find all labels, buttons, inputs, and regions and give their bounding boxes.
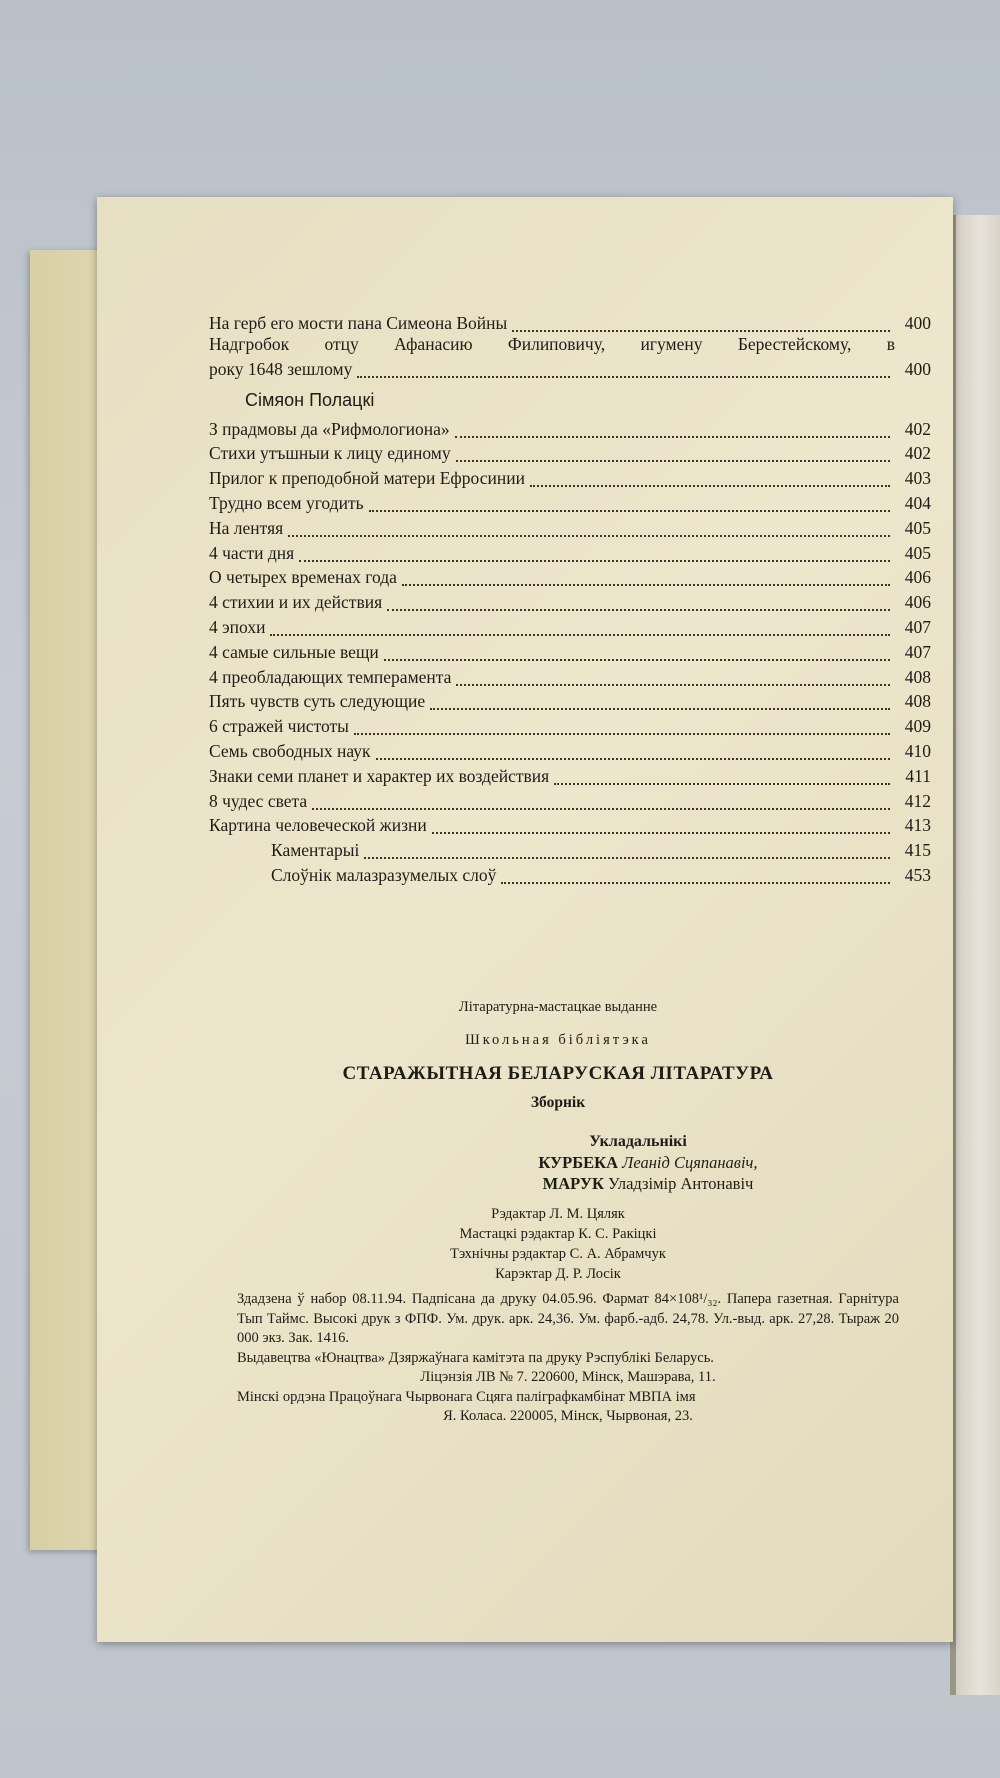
toc-row xyxy=(209,589,931,614)
toc-title: 4 преобладающих темперамента xyxy=(209,666,452,687)
toc-leader xyxy=(270,617,890,637)
toc-leader xyxy=(384,641,890,661)
toc-page: 402 xyxy=(904,418,931,439)
publication-kind: Літаратурна-мастацкае выданне xyxy=(458,999,658,1015)
colophon xyxy=(197,997,919,1427)
toc-title: 4 части дня xyxy=(209,542,295,563)
toc-title-line2: року 1648 зешлому xyxy=(209,358,353,379)
toc-row-multiline xyxy=(209,334,931,380)
toc-page: 409 xyxy=(904,716,931,737)
toc-row xyxy=(209,440,931,465)
toc-row xyxy=(209,309,931,334)
book-page xyxy=(97,197,953,1642)
toc-page: 408 xyxy=(904,691,931,712)
toc-page: 405 xyxy=(904,542,931,563)
toc-leader xyxy=(402,567,890,587)
compiler-1-name: Леанід Сцяпанавіч, xyxy=(622,1153,758,1172)
toc-page: 403 xyxy=(904,468,931,489)
license-line: Ліцэнзія ЛВ № 7. 220600, Мінск, Машэрава, 11. xyxy=(420,1369,716,1385)
tech-editor: Тэхнічны рэдактар С. А. Абрамчук xyxy=(450,1246,666,1262)
toc-title: Картина человеческой жизни xyxy=(209,815,427,836)
compiler-2-surname: МАРУК xyxy=(542,1174,604,1193)
toc-page: 412 xyxy=(904,790,931,811)
toc-leader xyxy=(456,666,890,686)
compiler-2-name: Уладзімір Антонавіч xyxy=(608,1174,754,1193)
toc-page: 453 xyxy=(904,865,931,886)
toc-row xyxy=(209,564,931,589)
book-subtitle: Зборнік xyxy=(530,1094,586,1111)
toc-title: Стихи утъшныи к лицу единому xyxy=(209,443,451,464)
compilers-label: Укладальнікі xyxy=(589,1133,687,1150)
toc-row xyxy=(209,614,931,639)
toc-leader xyxy=(430,691,890,711)
toc-title: З прадмовы да «Рифмологиона» xyxy=(209,418,450,439)
toc-row xyxy=(209,688,931,713)
toc-row xyxy=(209,539,931,564)
series-name: Школьная бібліятэка xyxy=(465,1032,651,1048)
toc-entries xyxy=(209,415,931,886)
toc-page: 410 xyxy=(904,741,931,762)
toc-leader xyxy=(512,312,890,332)
toc-page: 400 xyxy=(904,358,931,379)
toc-title: Каментарыі xyxy=(271,840,360,861)
toc-row xyxy=(209,514,931,539)
editor: Рэдактар Л. М. Цяляк xyxy=(491,1206,625,1222)
proofreader: Карэктар Д. Р. Лосік xyxy=(495,1266,621,1282)
toc-row xyxy=(209,862,931,887)
table-of-contents xyxy=(209,309,931,886)
toc-title: 4 самые сильные вещи xyxy=(209,641,379,662)
toc-page: 405 xyxy=(904,517,931,538)
toc-page: 404 xyxy=(904,493,931,514)
toc-leader xyxy=(376,741,890,761)
toc-leader xyxy=(369,493,890,513)
toc-leader xyxy=(357,358,890,378)
compiler-2 xyxy=(377,1173,919,1194)
toc-leader xyxy=(554,765,890,785)
printer-address: Я. Коласа. 220005, Мінск, Чырвоная, 23. xyxy=(443,1408,693,1424)
toc-title: Знаки семи планет и характер их воздействия xyxy=(209,765,550,786)
toc-page: 408 xyxy=(904,666,931,687)
toc-page: 415 xyxy=(904,840,931,861)
book-cover-edge xyxy=(950,215,1000,1695)
toc-title: Пять чувств суть следующие xyxy=(209,691,426,712)
toc-page: 406 xyxy=(904,592,931,613)
toc-row xyxy=(209,490,931,515)
toc-title: 4 стихии и их действия xyxy=(209,592,383,613)
toc-title: На лентяя xyxy=(209,517,284,538)
toc-title: 8 чудес света xyxy=(209,790,308,811)
toc-page: 413 xyxy=(904,815,931,836)
toc-leader xyxy=(456,443,890,463)
toc-title: 6 стражей чистоты xyxy=(209,716,349,737)
print-info: Здадзена ў набор 08.11.94. Падпісана да друку 04.05.96. Фармат 84×108¹/₃₂. Папера газетная. Гарнітура Тып Таймс. Высокі друк з ФПФ. Ум. друк. арк. 24,36. Ум. фарб.-адб. 24,78. Ул.-выд. арк. 27,28. Тыраж 20 000 экз. Зак. 1416. xyxy=(237,1291,899,1346)
printer-line: Мінскі ордэна Працоўнага Чырвонага Сцяга паліграфкамбінат МВПА імя xyxy=(237,1388,696,1405)
toc-title: О четырех временах года xyxy=(209,567,397,588)
toc-page: 407 xyxy=(904,641,931,662)
compiler-1-surname: КУРБЕКА xyxy=(538,1153,619,1172)
toc-row xyxy=(209,663,931,688)
toc-title: Трудно всем угодить xyxy=(209,493,364,514)
toc-leader xyxy=(364,840,890,860)
toc-row xyxy=(209,738,931,763)
toc-row xyxy=(209,465,931,490)
section-heading: Сімяон Полацкі xyxy=(245,389,375,410)
toc-title: Прилог к преподобной матери Ефросинии xyxy=(209,468,525,489)
toc-page: 407 xyxy=(904,617,931,638)
compiler-1 xyxy=(377,1152,919,1173)
toc-page: 400 xyxy=(904,312,931,333)
toc-row xyxy=(209,638,931,663)
toc-row xyxy=(209,415,931,440)
toc-leader xyxy=(299,542,890,562)
toc-leader xyxy=(530,468,890,488)
toc-row xyxy=(209,762,931,787)
editors-block xyxy=(197,1204,919,1284)
toc-leader xyxy=(455,418,890,438)
toc-title-line1: Надгробок отцу Афанасию Филиповичу, игумену Берестейскому, в xyxy=(209,333,895,354)
toc-row xyxy=(209,713,931,738)
toc-page: 411 xyxy=(905,765,931,786)
toc-title: Слоўнік малазразумелых слоў xyxy=(271,865,497,886)
toc-leader xyxy=(288,517,890,537)
publisher-line: Выдавецтва «Юнацтва» Дзяржаўнага камітэта па друку Рэспублікі Беларусь. xyxy=(237,1349,714,1366)
toc-title: Семь свободных наук xyxy=(209,741,371,762)
print-details xyxy=(197,1290,919,1427)
toc-title: На герб его мости пана Симеона Войны xyxy=(209,312,508,333)
book-title: СТАРАЖЫТНАЯ БЕЛАРУСКАЯ ЛІТАРАТУРА xyxy=(342,1063,774,1084)
toc-row xyxy=(209,355,931,380)
toc-row xyxy=(209,812,931,837)
toc-row xyxy=(209,787,931,812)
toc-leader xyxy=(312,790,890,810)
toc-row xyxy=(209,837,931,862)
toc-title: 4 эпохи xyxy=(209,617,266,638)
toc-page: 402 xyxy=(904,443,931,464)
toc-leader xyxy=(354,716,890,736)
art-editor: Мастацкі рэдактар К. С. Ракіцкі xyxy=(459,1226,657,1242)
toc-page: 406 xyxy=(904,567,931,588)
toc-leader xyxy=(432,815,890,835)
toc-leader xyxy=(501,865,890,885)
toc-leader xyxy=(387,592,890,612)
